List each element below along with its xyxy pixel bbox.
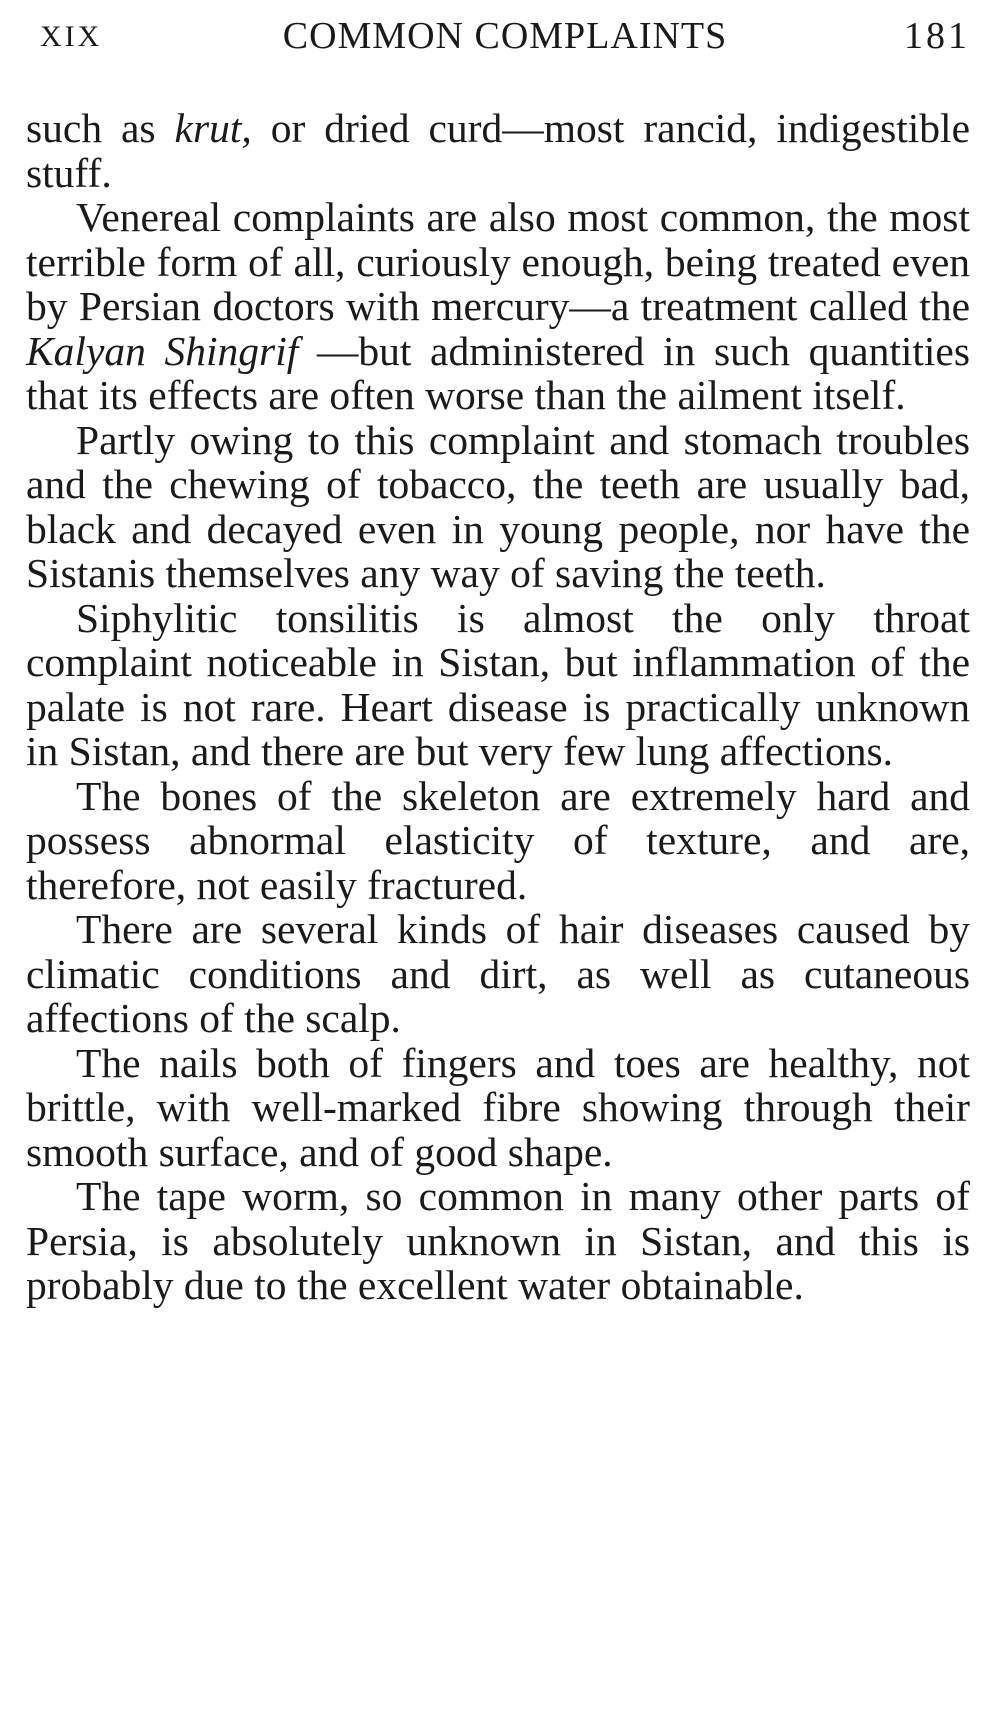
text-run: Venereal complaints are also most common, the most terrible form of all, curiously enough, being treated even by Persian doctors with mercury—a treatment called the [26, 194, 970, 329]
body-text [26, 106, 970, 1308]
text-run: such as [26, 105, 175, 151]
paragraph [26, 907, 970, 1041]
paragraph [26, 195, 970, 418]
paragraph [26, 596, 970, 774]
text-run: Partly owing to this complaint and stomach troubles and the chewing of tobacco, the teeth are usually bad, black and decayed even in young people, nor have the Sistanis themselves any way of saving the teeth. [26, 416, 970, 596]
italic-term: krut, [174, 105, 252, 151]
paragraph [26, 1174, 970, 1308]
running-title: COMMON COMPLAINTS [282, 15, 728, 57]
paragraph [26, 1041, 970, 1175]
text-run: or dried curd—most rancid, indigestible stuff. [26, 105, 971, 196]
text-run: The bones of the skeleton are extremely hard and possess abnormal elasticity of texture, and are, therefore, not easily fractured. [26, 772, 970, 908]
paragraph [26, 418, 970, 596]
text-run: The tape worm, so common in many other parts of Persia, is absolutely unknown in Sistan, and this is probably due to the excellent water obtainable. [26, 1173, 970, 1308]
text-run: —but administered in such quantities that its effects are often worse than the ailment itself. [26, 327, 971, 418]
text-run: The nails both of fingers and toes are healthy, not brittle, with well-marked fibre showing through their smooth surface, and of good shape. [26, 1039, 970, 1175]
chapter-number: XIX [40, 20, 103, 53]
paragraph [26, 106, 970, 195]
page-number: 181 [904, 15, 970, 57]
running-head [40, 14, 970, 64]
text-run: There are several kinds of hair diseases caused by climatic conditions and dirt, as well as cutaneous affections of the scalp. [26, 906, 970, 1041]
text-run: Siphylitic tonsilitis is almost the only throat complaint noticeable in Sistan, but inflammation of the palate is not rare. Heart disease is practically unknown in Sistan, and there are but very few lung affections. [26, 594, 970, 774]
paragraph [26, 774, 970, 908]
italic-term: Kalyan Shingrif [26, 327, 299, 374]
